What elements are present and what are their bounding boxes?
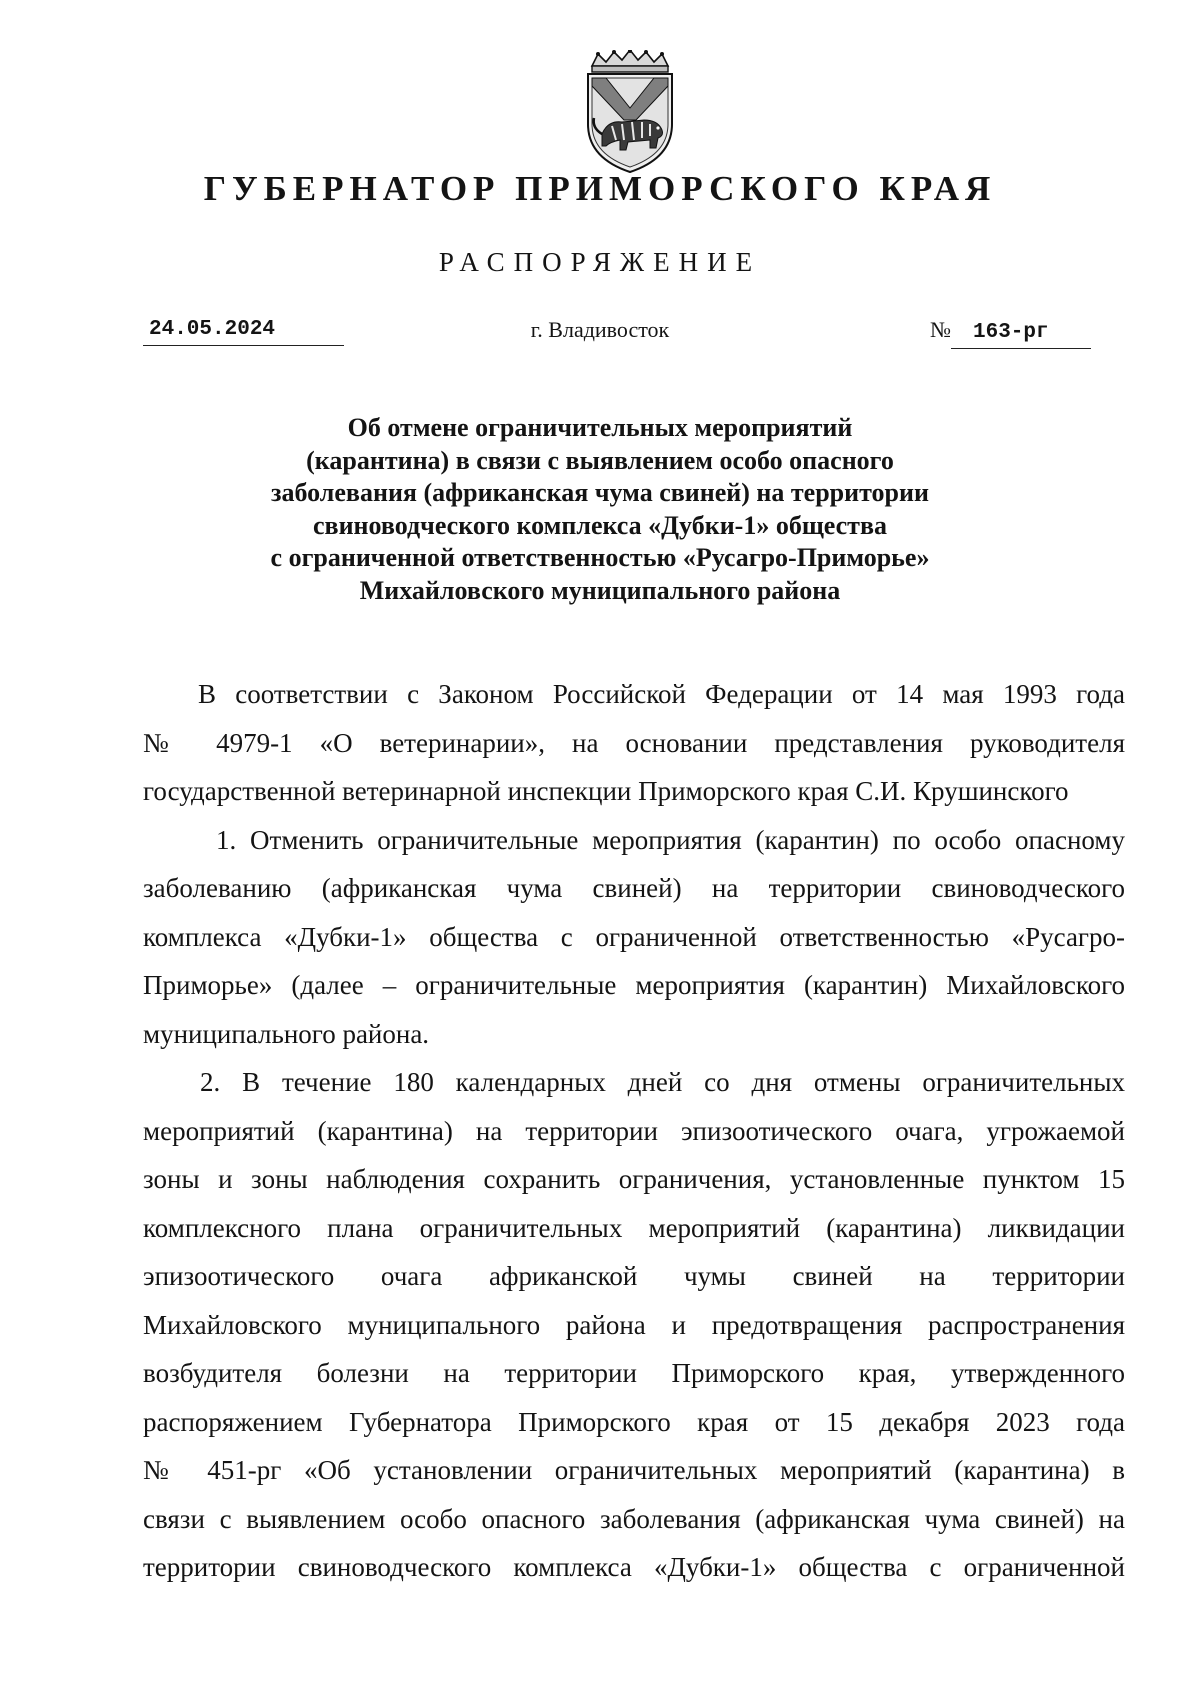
text-line: территории свиноводческого комплекса «Дубки-1» общества с ограниченной <box>143 1552 1125 1582</box>
text-line: 1. Отменить ограничительные мероприятия (карантин) по особо опасному <box>216 824 1125 855</box>
document-body <box>143 670 1125 1592</box>
text-line: № 4979-1 «О ветеринарии», на основании представления руководителя <box>143 727 1125 758</box>
number-sign: № <box>930 317 951 342</box>
document-date: 24.05.2024 <box>143 315 344 346</box>
document-type: РАСПОРЯЖЕНИЕ <box>438 247 762 277</box>
text-line: комплексного плана ограничительных мероприятий (карантина) ликвидации <box>143 1212 1125 1243</box>
subject-line: заболевания (африканская чума свиней) на территории <box>271 478 929 507</box>
preamble-paragraph <box>143 670 1125 816</box>
document-subject <box>200 412 1000 607</box>
coat-of-arms-icon <box>578 50 682 174</box>
text-line: эпизоотического очага африканской чумы свиней на территории <box>143 1261 1125 1291</box>
item-2-paragraph <box>143 1058 1125 1592</box>
text-line: 2. В течение 180 календарных дней со дня отмены ограничительных <box>200 1067 1125 1097</box>
subject-line: свиноводческого комплекса «Дубки-1» общества <box>313 510 887 540</box>
text-line: государственной ветеринарной инспекции Приморского края С.И. Крушинского <box>143 776 1069 806</box>
subject-line: с ограниченной ответственностью «Русагро-Приморье» <box>270 543 930 572</box>
text-line: № 451-рг «Об установлении ограничительных мероприятий (карантина) в <box>143 1455 1125 1485</box>
text-line: мероприятий (карантина) на территории эпизоотического очага, угрожаемой <box>143 1115 1125 1146</box>
authority-title: ГУБЕРНАТОР ПРИМОРСКОГО КРАЯ <box>203 169 997 208</box>
subject-line: (карантина) в связи с выявлением особо опасного <box>306 445 894 475</box>
text-line: зоны и зоны наблюдения сохранить ограничения, установленные пунктом 15 <box>143 1164 1125 1194</box>
text-line: связи с выявлением особо опасного заболевания (африканская чума свиней) на <box>143 1503 1125 1534</box>
number-value: 163-рг <box>951 318 1091 349</box>
subject-line: Об отмене ограничительных мероприятий <box>347 413 853 442</box>
document-place: г. Владивосток <box>530 317 670 342</box>
text-line: Михайловского муниципального района и предотвращения распространения <box>143 1309 1125 1340</box>
document-number <box>930 315 1091 349</box>
text-line: возбудителя болезни на территории Приморского края, утвержденного <box>143 1358 1125 1388</box>
text-line: заболеванию (африканская чума свиней) на территории свиноводческого <box>143 873 1125 903</box>
text-line: комплекса «Дубки-1» общества с ограниченной ответственностью «Русагро- <box>143 921 1125 952</box>
subject-line: Михайловского муниципального района <box>359 575 841 605</box>
text-line: распоряжением Губернатора Приморского края от 15 декабря 2023 года <box>143 1406 1125 1437</box>
document-meta <box>0 315 1200 351</box>
text-line: В соответствии с Законом Российской Федерации от 14 мая 1993 года <box>198 679 1125 709</box>
item-1-paragraph <box>143 816 1125 1059</box>
text-line: Приморье» (далее – ограничительные мероприятия (карантин) Михайловского <box>143 970 1125 1000</box>
text-line: муниципального района. <box>143 1018 430 1049</box>
